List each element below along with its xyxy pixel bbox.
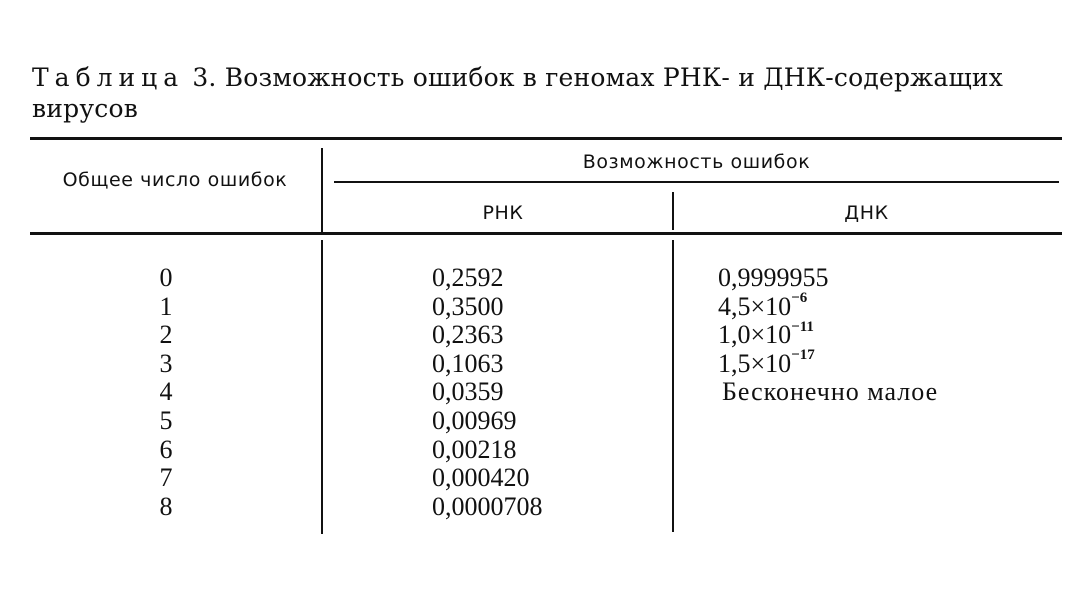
cell-dna	[718, 264, 938, 293]
column-errors	[140, 264, 192, 521]
cell-dna	[718, 347, 938, 379]
header-dna: ДНК	[844, 202, 889, 224]
top-rule	[30, 137, 1062, 140]
cell-errors: 8	[159, 491, 173, 521]
dna-exponent: −6	[791, 289, 808, 306]
dna-exponent: −11	[791, 318, 814, 335]
dna-value: 1,5×10	[718, 348, 792, 378]
cell-rna: 0,1063	[432, 348, 504, 378]
column-rna	[432, 264, 543, 521]
dna-value: 0,9999955	[718, 263, 829, 292]
header-total-errors-text: Общее число ошибок	[62, 169, 288, 191]
body-divider-mid	[672, 240, 674, 532]
header-sub-rule	[334, 181, 1059, 183]
cell-dna	[718, 318, 938, 350]
header-rna: РНК	[482, 202, 524, 224]
header-bottom-rule	[30, 232, 1062, 235]
cell-rna: 0,0000708	[432, 491, 543, 521]
cell-dna	[718, 289, 938, 322]
caption-text: 3. Возможность ошибок в геномах РНК- и ДНК-содержащих вирусов	[32, 63, 1004, 123]
dna-value: 1,0×10	[718, 320, 792, 350]
cell-errors: 7	[159, 463, 173, 493]
cell-errors: 5	[159, 405, 173, 435]
header-possibility: Возможность ошибок	[582, 151, 811, 173]
cell-errors: 2	[159, 320, 173, 350]
cell-dna	[718, 378, 938, 407]
cell-errors: 0	[159, 263, 173, 292]
caption-lead: Таблица	[32, 63, 185, 92]
cell-rna: 0,3500	[432, 291, 504, 321]
cell-errors: 4	[159, 377, 173, 407]
header-divider-left	[321, 148, 323, 232]
cell-errors: 6	[159, 434, 173, 464]
header-total-errors	[60, 170, 290, 191]
cell-errors: 1	[159, 291, 173, 321]
cell-rna: 0,00969	[432, 405, 517, 435]
table-caption	[32, 62, 1062, 124]
cell-rna: 0,0359	[432, 377, 504, 407]
cell-rna: 0,2363	[432, 320, 504, 350]
column-dna	[718, 264, 938, 407]
dna-value: Бесконечно малое	[722, 377, 939, 407]
cell-rna: 0,2592	[432, 263, 504, 292]
body-divider-left	[321, 240, 323, 534]
cell-rna: 0,00218	[432, 434, 517, 464]
cell-errors: 3	[159, 348, 173, 378]
dna-exponent: −17	[791, 347, 815, 364]
cell-rna: 0,000420	[432, 463, 530, 493]
dna-value: 4,5×10	[718, 291, 792, 321]
